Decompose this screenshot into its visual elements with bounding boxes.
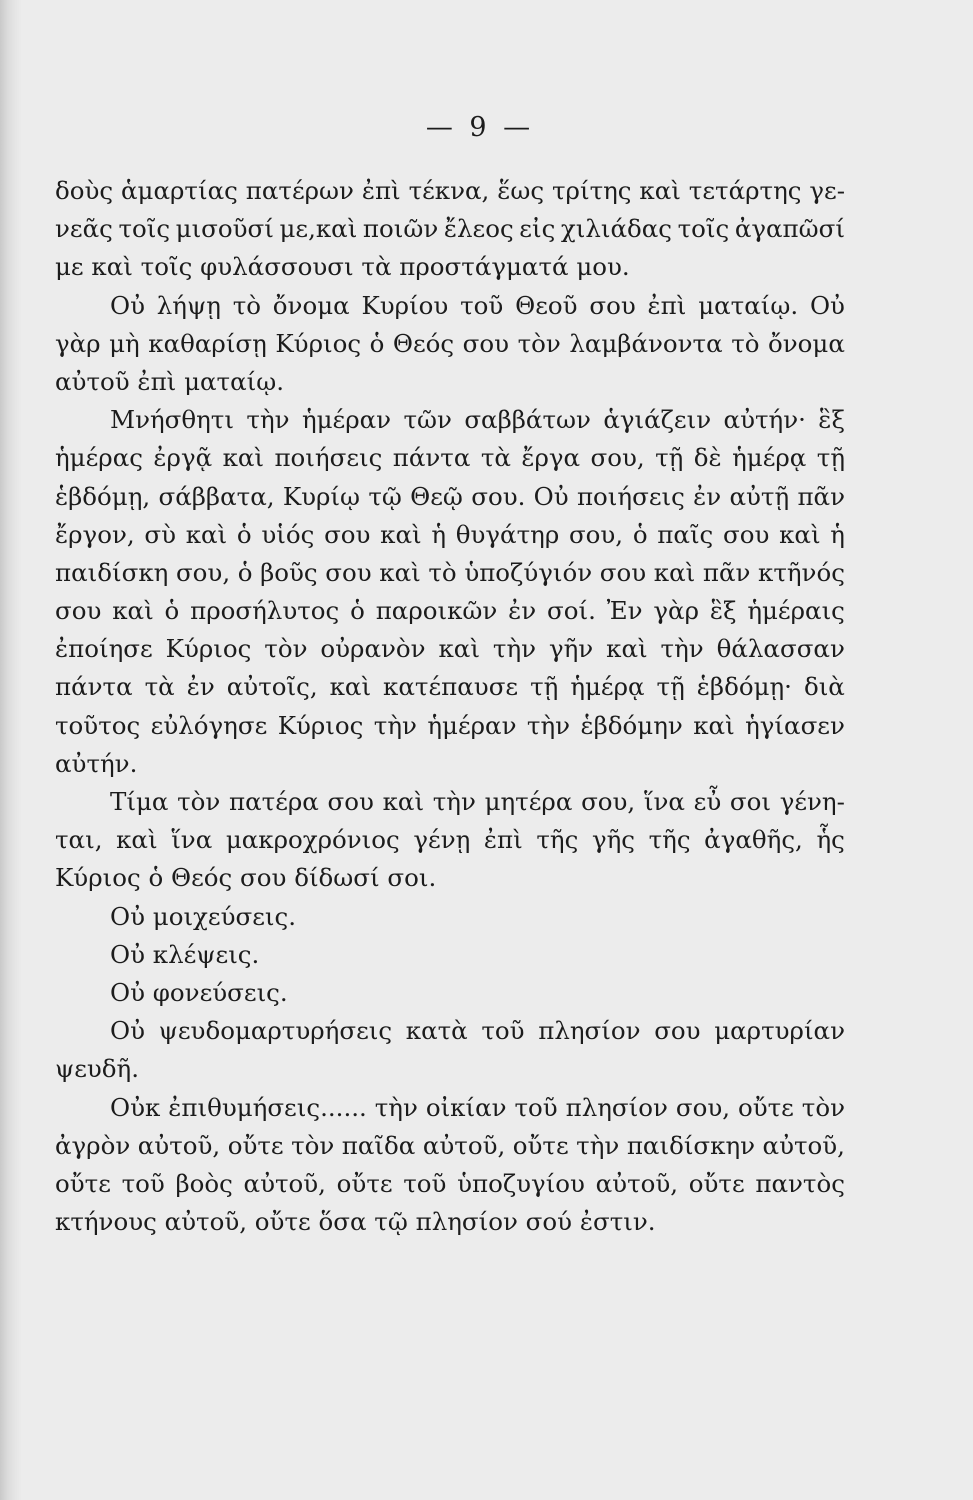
page-number: — 9 — [425,112,535,143]
text-line: ψευδῆ. [55,1054,140,1084]
text-line: αὐτήν. [55,748,138,778]
text-line: Οὐκ ἐπιθυμήσεις...... τὴν οἰκίαν τοῦ πλησίον σου, οὔτε τὸν [110,1092,845,1122]
text-line: αὐτοῦ ἐπὶ ματαίῳ. [55,366,285,396]
text-line: Οὐ κλέψεις. [110,939,260,969]
text-line: τοῦτος εὐλόγησε Κύριος τὴν ἡμέραν τὴν ἑβδόμην καὶ ἡγίασεν [55,710,845,740]
text-line: Οὐ φονεύσεις. [110,977,288,1007]
text-line: Οὐ μοιχεύσεις. [110,901,297,931]
text-line: Μνήσθητι τὴν ἡμέραν τῶν σαββάτων ἁγιάζειν αὐτήν· ἓξ [110,405,845,435]
text-line: γὰρ μὴ καθαρίσῃ Κύριος ὁ Θεός σου τὸν λαμβάνοντα τὸ ὄνομα [55,328,845,358]
text-line: Οὐ ψευδομαρτυρήσεις κατὰ τοῦ πλησίον σου μαρτυρίαν [110,1016,845,1046]
text-line: ται, καὶ ἵνα μακροχρόνιος γένῃ ἐπὶ τῆς γῆς τῆς ἀγαθῆς, ἧς [55,825,845,855]
text-line: ἐποίησε Κύριος τὸν οὐρανὸν καὶ τὴν γῆν καὶ τὴν θάλασσαν [55,634,845,664]
text-line: ἡμέρας ἐργᾷ καὶ ποιήσεις πάντα τὰ ἔργα σου, τῇ δὲ ἡμέρᾳ τῇ [55,443,845,473]
text-line: κτήνους αὐτοῦ, οὔτε ὅσα τῷ πλησίον σού ἐστιν. [55,1207,656,1237]
text-line: νεᾶς τοῖς μισοῦσί με,καὶ ποιῶν ἔλεος εἰς χιλιάδας τοῖς ἀγαπῶσί [55,214,845,244]
text-line: σου καὶ ὁ προσήλυτος ὁ παροικῶν ἐν σοί. Ἐν γὰρ ἓξ ἡμέραις [55,596,845,626]
text-line: ἔργον, σὺ καὶ ὁ υἱός σου καὶ ἡ θυγάτηρ σου, ὁ παῖς σου καὶ ἡ [55,519,845,549]
text-line: Κύριος ὁ Θεός σου δίδωσί σοι. [55,863,437,893]
binding-shadow [0,0,22,1500]
text-line: πάντα τὰ ἐν αὐτοῖς, καὶ κατέπαυσε τῇ ἡμέρᾳ τῇ ἑβδόμῃ· διὰ [55,672,845,702]
text-line: ἀγρὸν αὐτοῦ, οὔτε τὸν παῖδα αὐτοῦ, οὔτε τὴν παιδίσκην αὐτοῦ, [55,1130,845,1160]
text-line: με καὶ τοῖς φυλάσσουσι τὰ προστάγματά μου. [55,252,630,282]
text-line: παιδίσκη σου, ὁ βοῦς σου καὶ τὸ ὑποζύγιόν σου καὶ πᾶν κτῆνός [55,557,845,587]
text-line: ἑβδόμῃ, σάββατα, Κυρίῳ τῷ Θεῷ σου. Οὐ ποιήσεις ἐν αὐτῇ πᾶν [55,481,845,511]
text-line: δοὺς ἁμαρτίας πατέρων ἐπὶ τέκνα, ἕως τρίτης καὶ τετάρτης γε- [55,176,845,205]
text-line: Οὐ λήψῃ τὸ ὄνομα Κυρίου τοῦ Θεοῦ σου ἐπὶ ματαίῳ. Οὐ [110,290,845,320]
body-text [55,172,845,1241]
text-line: Τίμα τὸν πατέρα σου καὶ τὴν μητέρα σου, ἵνα εὖ σοι γένη- [110,787,845,816]
text-line: οὔτε τοῦ βοὸς αὐτοῦ, οὔτε τοῦ ὑποζυγίου αὐτοῦ, οὔτε παντὸς [55,1168,845,1198]
